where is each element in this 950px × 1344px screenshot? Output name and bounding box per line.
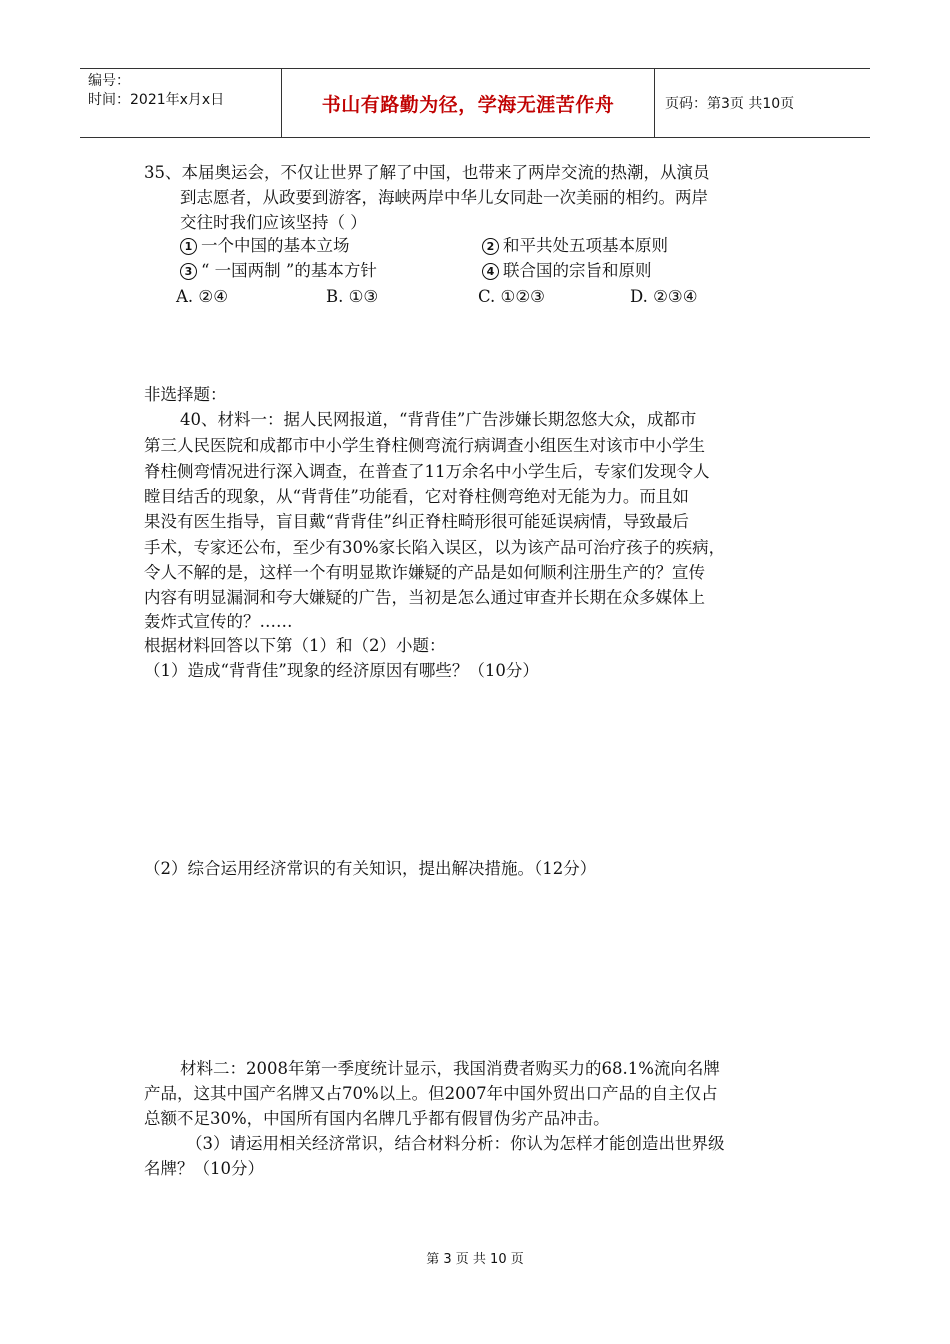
q35-option-4 <box>482 258 652 283</box>
q40-line-1: 40、材料一：据人民网报道，“背背佳”广告涉嫌长期忽悠大众，成都市 <box>180 410 697 429</box>
q40-line-9: 轰炸式宣传的？…… <box>144 612 293 631</box>
material2-line-1: 材料二：2008年第一季度统计显示，我国消费者购买力的68.1%流向名牌 <box>180 1059 720 1078</box>
circled-number-icon: 4 <box>482 263 499 280</box>
circled-number-icon: 3 <box>180 263 197 280</box>
number-label: 编号： <box>88 73 130 89</box>
time-label: 时间：2021年x月x日 <box>88 92 225 108</box>
q35-choice-c: C. ①②③ <box>478 287 545 306</box>
section-heading: 非选择题： <box>144 385 227 404</box>
circled-number-icon: 1 <box>180 238 197 255</box>
page-header <box>80 68 870 138</box>
q40-line-7: 令人不解的是，这样一个有明显欺诈嫌疑的产品是如何顺利注册生产的？宣传 <box>144 563 705 582</box>
q35-choice-d: D. ②③④ <box>630 287 698 306</box>
material2-line-3: 总额不足30%，中国所有国内名牌几乎都有假冒伪劣产品冲击。 <box>144 1109 610 1128</box>
q35-option-3 <box>180 258 377 283</box>
sub-question-2: （2）综合运用经济常识的有关知识，提出解决措施。（12分） <box>144 859 597 878</box>
q35-line-3: 交往时我们应该坚持（ ） <box>180 213 367 232</box>
q35-option-1 <box>180 233 350 258</box>
header-meta <box>80 69 282 137</box>
q35-choice-b: B. ①③ <box>326 287 379 306</box>
q40-line-6: 手术，专家还公布，至少有30%家长陷入误区，以为该产品可治疗孩子的疾病， <box>144 538 726 557</box>
q40-line-4: 瞠目结舌的现象，从“背背佳”功能看，它对脊柱侧弯绝对无能为力。而且如 <box>144 487 689 506</box>
q35-option-2 <box>482 233 668 258</box>
material2-line-2: 产品，这其中国产名牌又占70%以上。但2007年中国外贸出口产品的自主仅占 <box>144 1084 718 1103</box>
q40-line-3: 脊柱侧弯情况进行深入调查，在普查了11万余名中小学生后，专家们发现令人 <box>144 462 710 481</box>
option-text: “ 一国两制 ”的基本方针 <box>201 261 377 280</box>
instruction: 根据材料回答以下第（1）和（2）小题： <box>144 636 446 655</box>
header-motto: 书山有路勤为径，学海无涯苦作舟 <box>282 69 655 137</box>
sub-question-3-line-1: （3）请运用相关经济常识，结合材料分析：你认为怎样才能创造出世界级 <box>186 1134 725 1153</box>
q40-line-2: 第三人民医院和成都市中小学生脊柱侧弯流行病调查小组医生对该市中小学生 <box>144 436 705 455</box>
q40-line-8: 内容有明显漏洞和夸大嫌疑的广告，当初是怎么通过审查并长期在众多媒体上 <box>144 588 705 607</box>
q35-line-2: 到志愿者，从政要到游客，海峡两岸中华儿女同赴一次美丽的相约。两岸 <box>180 188 708 207</box>
option-text: 联合国的宗旨和原则 <box>503 261 652 280</box>
sub-question-3-line-2: 名牌？（10分） <box>144 1159 264 1178</box>
q40-line-5: 果没有医生指导，盲目戴“背背佳”纠正脊柱畸形很可能延误病情，导致最后 <box>144 512 689 531</box>
sub-question-1: （1）造成“背背佳”现象的经济原因有哪些？（10分） <box>144 661 539 680</box>
option-text: 一个中国的基本立场 <box>201 236 350 255</box>
q35-line-1: 35、本届奥运会，不仅让世界了解了中国，也带来了两岸交流的热潮，从演员 <box>144 163 710 182</box>
q35-choice-a: A. ②④ <box>176 287 228 306</box>
option-text: 和平共处五项基本原则 <box>503 236 668 255</box>
circled-number-icon: 2 <box>482 238 499 255</box>
header-page-number: 页码：第3页 共10页 <box>665 96 795 112</box>
page-footer: 第 3 页 共 10 页 <box>426 1252 524 1267</box>
